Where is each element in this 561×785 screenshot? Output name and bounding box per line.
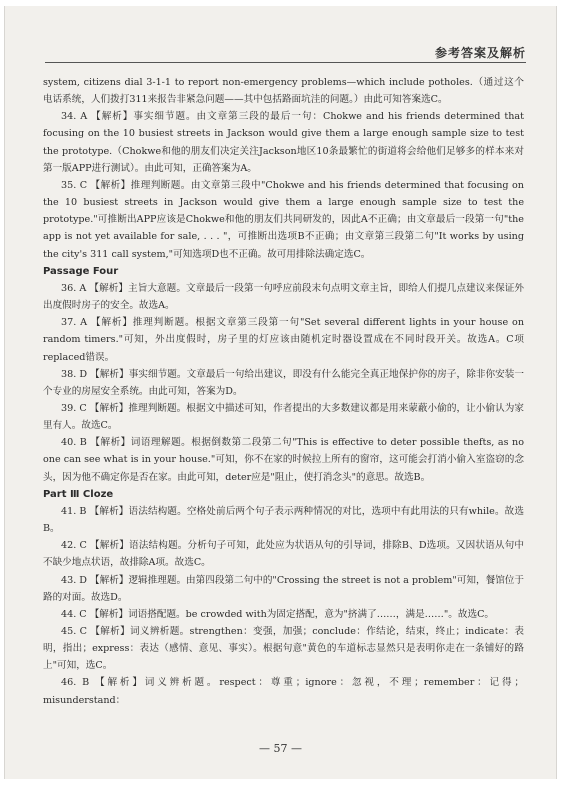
answer-42: 42. C 【解析】语法结构题。分析句子可知，此处应为状语从句的引导词，排除B、D选项。又因状语从句中不缺少地点状语，故排除A项。故选C。 <box>43 540 524 569</box>
section-heading-cloze: Part Ⅲ Cloze <box>43 488 114 500</box>
answer-37: 37. A 【解析】推理判断题。根据文章第三段第一句"Set several different lights in your house on random timers."可知，外出度假时，房子里的灯应该由随机定时器设置成在不同时段开关。故选A。C项replaced错误。 <box>43 317 524 363</box>
answer-46: 46. B 【解析】词义辨析题。respect：尊重；ignore：忽视，不理；remember：记得；misunderstand： <box>43 677 524 706</box>
answer-41: 41. B 【解析】语法结构题。空格处前后两个句子表示两种情况的对比，选项中有此用法的只有while。故选B。 <box>43 505 524 535</box>
page-number: — 57 — <box>259 742 302 755</box>
answer-34: 34. A 【解析】事实细节题。由文章第三段的最后一句：Chokwe and his friends determined that focusing on the 10 busiest streets in Jackson would give them a large enough sample size to test the prototype.（Chokwe和他的朋友们决定关注Jackson地区10条最繁忙的街道将会给他们足够多的样本来对第一版APP进行测试）。由此可知，正确答案为A。 <box>43 111 524 174</box>
header-title: 参考答案及解析 <box>434 46 526 60</box>
page-header <box>45 42 526 66</box>
document-page <box>4 6 557 779</box>
answer-35: 35. C 【解析】推理判断题。由文章第三段中"Chokwe and his friends determined that focusing on the 10 busiest streets in Jackson would give them a large enough sample size to test the prototype."可推断出APP应该是Chokwe和他的朋友们共同研发的，因此A不正确；由文章最后一段第一句"the app is not yet available for sale, . . . "，可推断出选项B不正确；由文章第三段第二句"It works by using the city's 311 call system,"可知选项D也不正确。故可用排除法确定选C。 <box>43 179 524 260</box>
answer-40: 40. B 【解析】词语理解题。根据倒数第二段第二句"This is effective to deter possible thefts, as no one can see what is in your house."可知，你不在家的时候拉上所有的窗帘，这可能会打消小偷入室盗窃的念头，因为他不确定你是否在家。由此可知，deter应是"阻止，使打消念头"的意思。故选B。 <box>43 437 524 483</box>
answer-43: 43. D 【解析】逻辑推理题。由第四段第二句中的"Crossing the street is not a problem"可知，餐馆位于路的对面。故选D。 <box>43 574 524 603</box>
section-heading-passage-four: Passage Four <box>43 265 119 277</box>
answer-39: 39. C 【解析】推理判断题。根据文中描述可知，作者提出的大多数建议都是用来蒙蔽小偷的，让小偷认为家里有人。故选C。 <box>43 402 524 432</box>
answer-38: 38. D 【解析】事实细节题。文章最后一句给出建议，即没有什么能完全真正地保护你的房子，除非你安装一个专业的房屋安全系统。由此可知，答案为D。 <box>43 368 524 397</box>
answer-45: 45. C 【解析】词义辨析题。strengthen：变强，加强；conclude：作结论，结束，终止；indicate：表明，指出；express：表达（感情、意见、事实）。根据句意"黄色的车道标志显然只是表明你走在一条铺好的路上"可知，选C。 <box>43 626 524 672</box>
paragraph-continuation: system, citizens dial 3-1-1 to report non-emergency problems—which include potholes.（通过这个电话系统，人们拨打311来报告非紧急问题——其中包括路面坑洼的问题。）由此可知答案选C。 <box>43 77 524 106</box>
answer-44: 44. C 【解析】词语搭配题。be crowded with为固定搭配，意为"挤满了……，满是……"。故选C。 <box>61 608 495 620</box>
answer-36: 36. A 【解析】主旨大意题。文章最后一段第一句呼应前段末句点明文章主旨，即给人们提几点建议来保证外出度假时房子的安全。故选A。 <box>43 282 524 312</box>
header-rule <box>45 62 526 63</box>
answer-explanations <box>43 74 524 709</box>
